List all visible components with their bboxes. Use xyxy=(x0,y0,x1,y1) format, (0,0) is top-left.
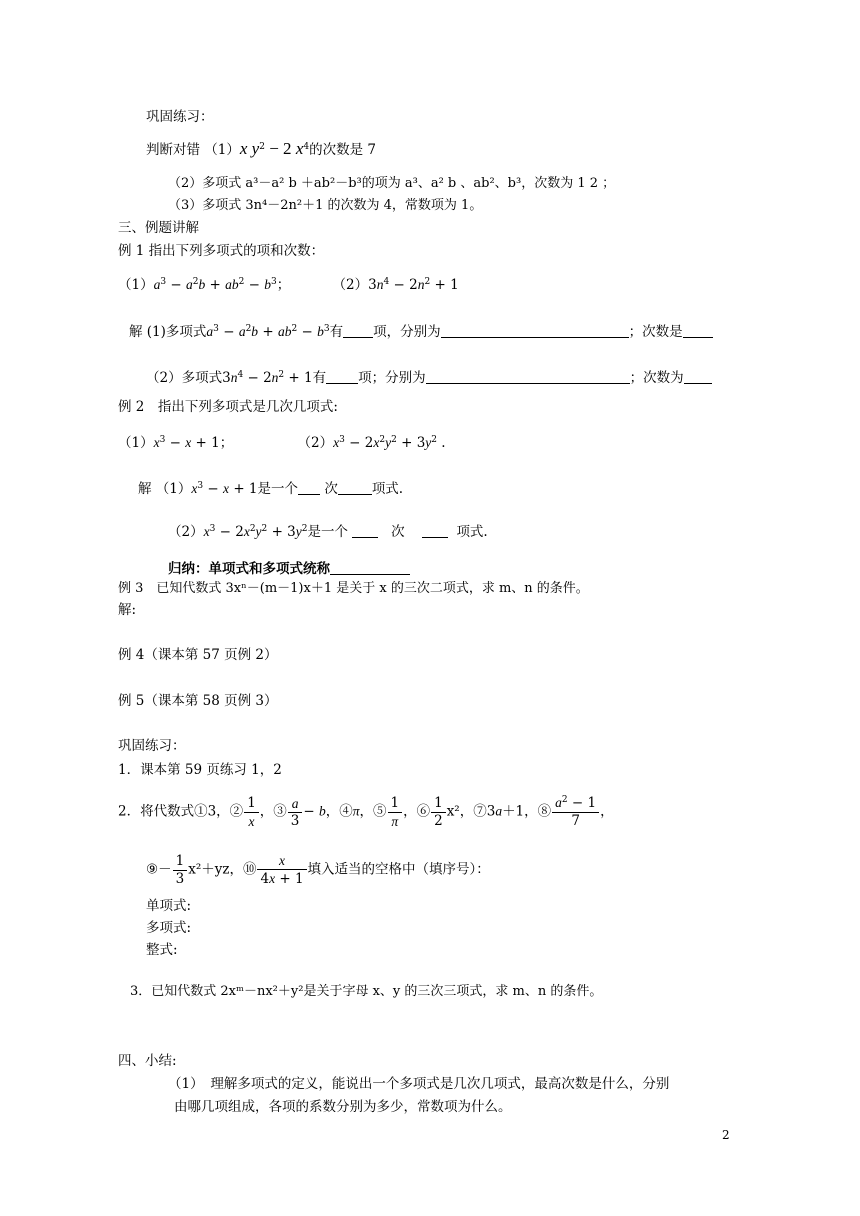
practice-title: 巩固练习： xyxy=(146,109,214,125)
practice-title-2: 巩固练习： xyxy=(118,738,186,754)
example-4: 例 4（课本第 57 页例 2） xyxy=(118,647,278,663)
section-examples-title: 三、例题讲解 xyxy=(118,220,199,236)
summary-line-1: （1） 理解多项式的定义，能说出一个多项式是几次几项式，最高次数是什么，分别 xyxy=(168,1076,670,1092)
example-2-answer-1: 解 $(1)x^3 - x + 1$是一个 次 项式. xyxy=(138,481,404,497)
section-summary-title: 四、小结: xyxy=(118,1053,177,1069)
page-number: 2 xyxy=(722,1128,730,1142)
example-1-problems: $(1)a^3 - a^2b + ab^2 - b^3$； $(2)3n^4 - 2n^2 + 1$ xyxy=(118,277,459,293)
example-1: 例 1 指出下列多项式的项和次数： xyxy=(118,243,325,259)
summary-line-2: 由哪几项组成，各项的系数分别为多少，常数项为什么。 xyxy=(174,1099,512,1115)
example-2: 例 2 指出下列多项式是几次几项式: xyxy=(118,399,338,415)
example-3-answer: 解: xyxy=(118,602,137,618)
practice-question-2-cont: ⑨－ $\frac{1}{3}$ x²＋yz，⑩ $\frac{x}{4x + 1}$ 填入适当的空格中（填序号）： xyxy=(146,852,490,887)
judge-item-1: 判断对错 （1）x $y^2 - 2$ $x^4$的次数是 7 xyxy=(146,139,376,158)
example-3: 例 3 已知代数式 3xⁿ－(m－1)x＋1 是关于 x 的三次二项式，求 m、n 的条件。 xyxy=(118,581,589,596)
example-2-answer-2: $(2)x^3 - 2x^2y^2 + 3y^2$是一个 次 项式. xyxy=(168,524,488,540)
example-1-answer-2: （2）多项式$3n^4 - 2n^2 + 1$有 项；分别为 ；次数为 xyxy=(146,369,712,387)
practice-question-1: 1．课本第 59 页练习 1，2 xyxy=(118,762,282,778)
example-2-problems: $(1)x^3 - x + 1$； $(2)x^3 - 2x^2y^2 + 3y^2$ . xyxy=(118,435,446,451)
example-1-answer-1: 解 (1)多项式$a^3 - a^2b + ab^2 - b^3$有 项，分别为 ；次数是 xyxy=(129,323,713,341)
label-polynomial: 多项式: xyxy=(146,920,192,936)
summary-note: 归纳：单项式和多项式统称 xyxy=(168,560,410,578)
judge-item-2: （2）多项式 a³－a² b ＋ab²－b³的项为 a³、a² b 、ab²、b³，次数为 1 2 ； xyxy=(168,176,616,191)
practice-question-2: 2．将代数式①3，② $\frac{1}{x}$ ，③ $\frac{a}{3}$ − b，④π，⑤ $\frac{1}{\pi}$ ，⑥ $\frac{1}{2}$ x²，⑦3a＋1，⑧ $\frac{a^2 - 1}{7}$ ， xyxy=(118,794,614,829)
judge-item-3: （3）多项式 3n⁴－2n²＋1 的次数为 4，常数项为 1。 xyxy=(168,198,483,213)
label-integral: 整式: xyxy=(146,942,178,958)
example-5: 例 5（课本第 58 页例 3） xyxy=(118,693,278,709)
practice-question-3: 3．已知代数式 2xᵐ－nx²＋y²是关于字母 x、y 的三次三项式，求 m、n 的条件。 xyxy=(130,984,603,999)
label-monomial: 单项式: xyxy=(146,898,192,914)
